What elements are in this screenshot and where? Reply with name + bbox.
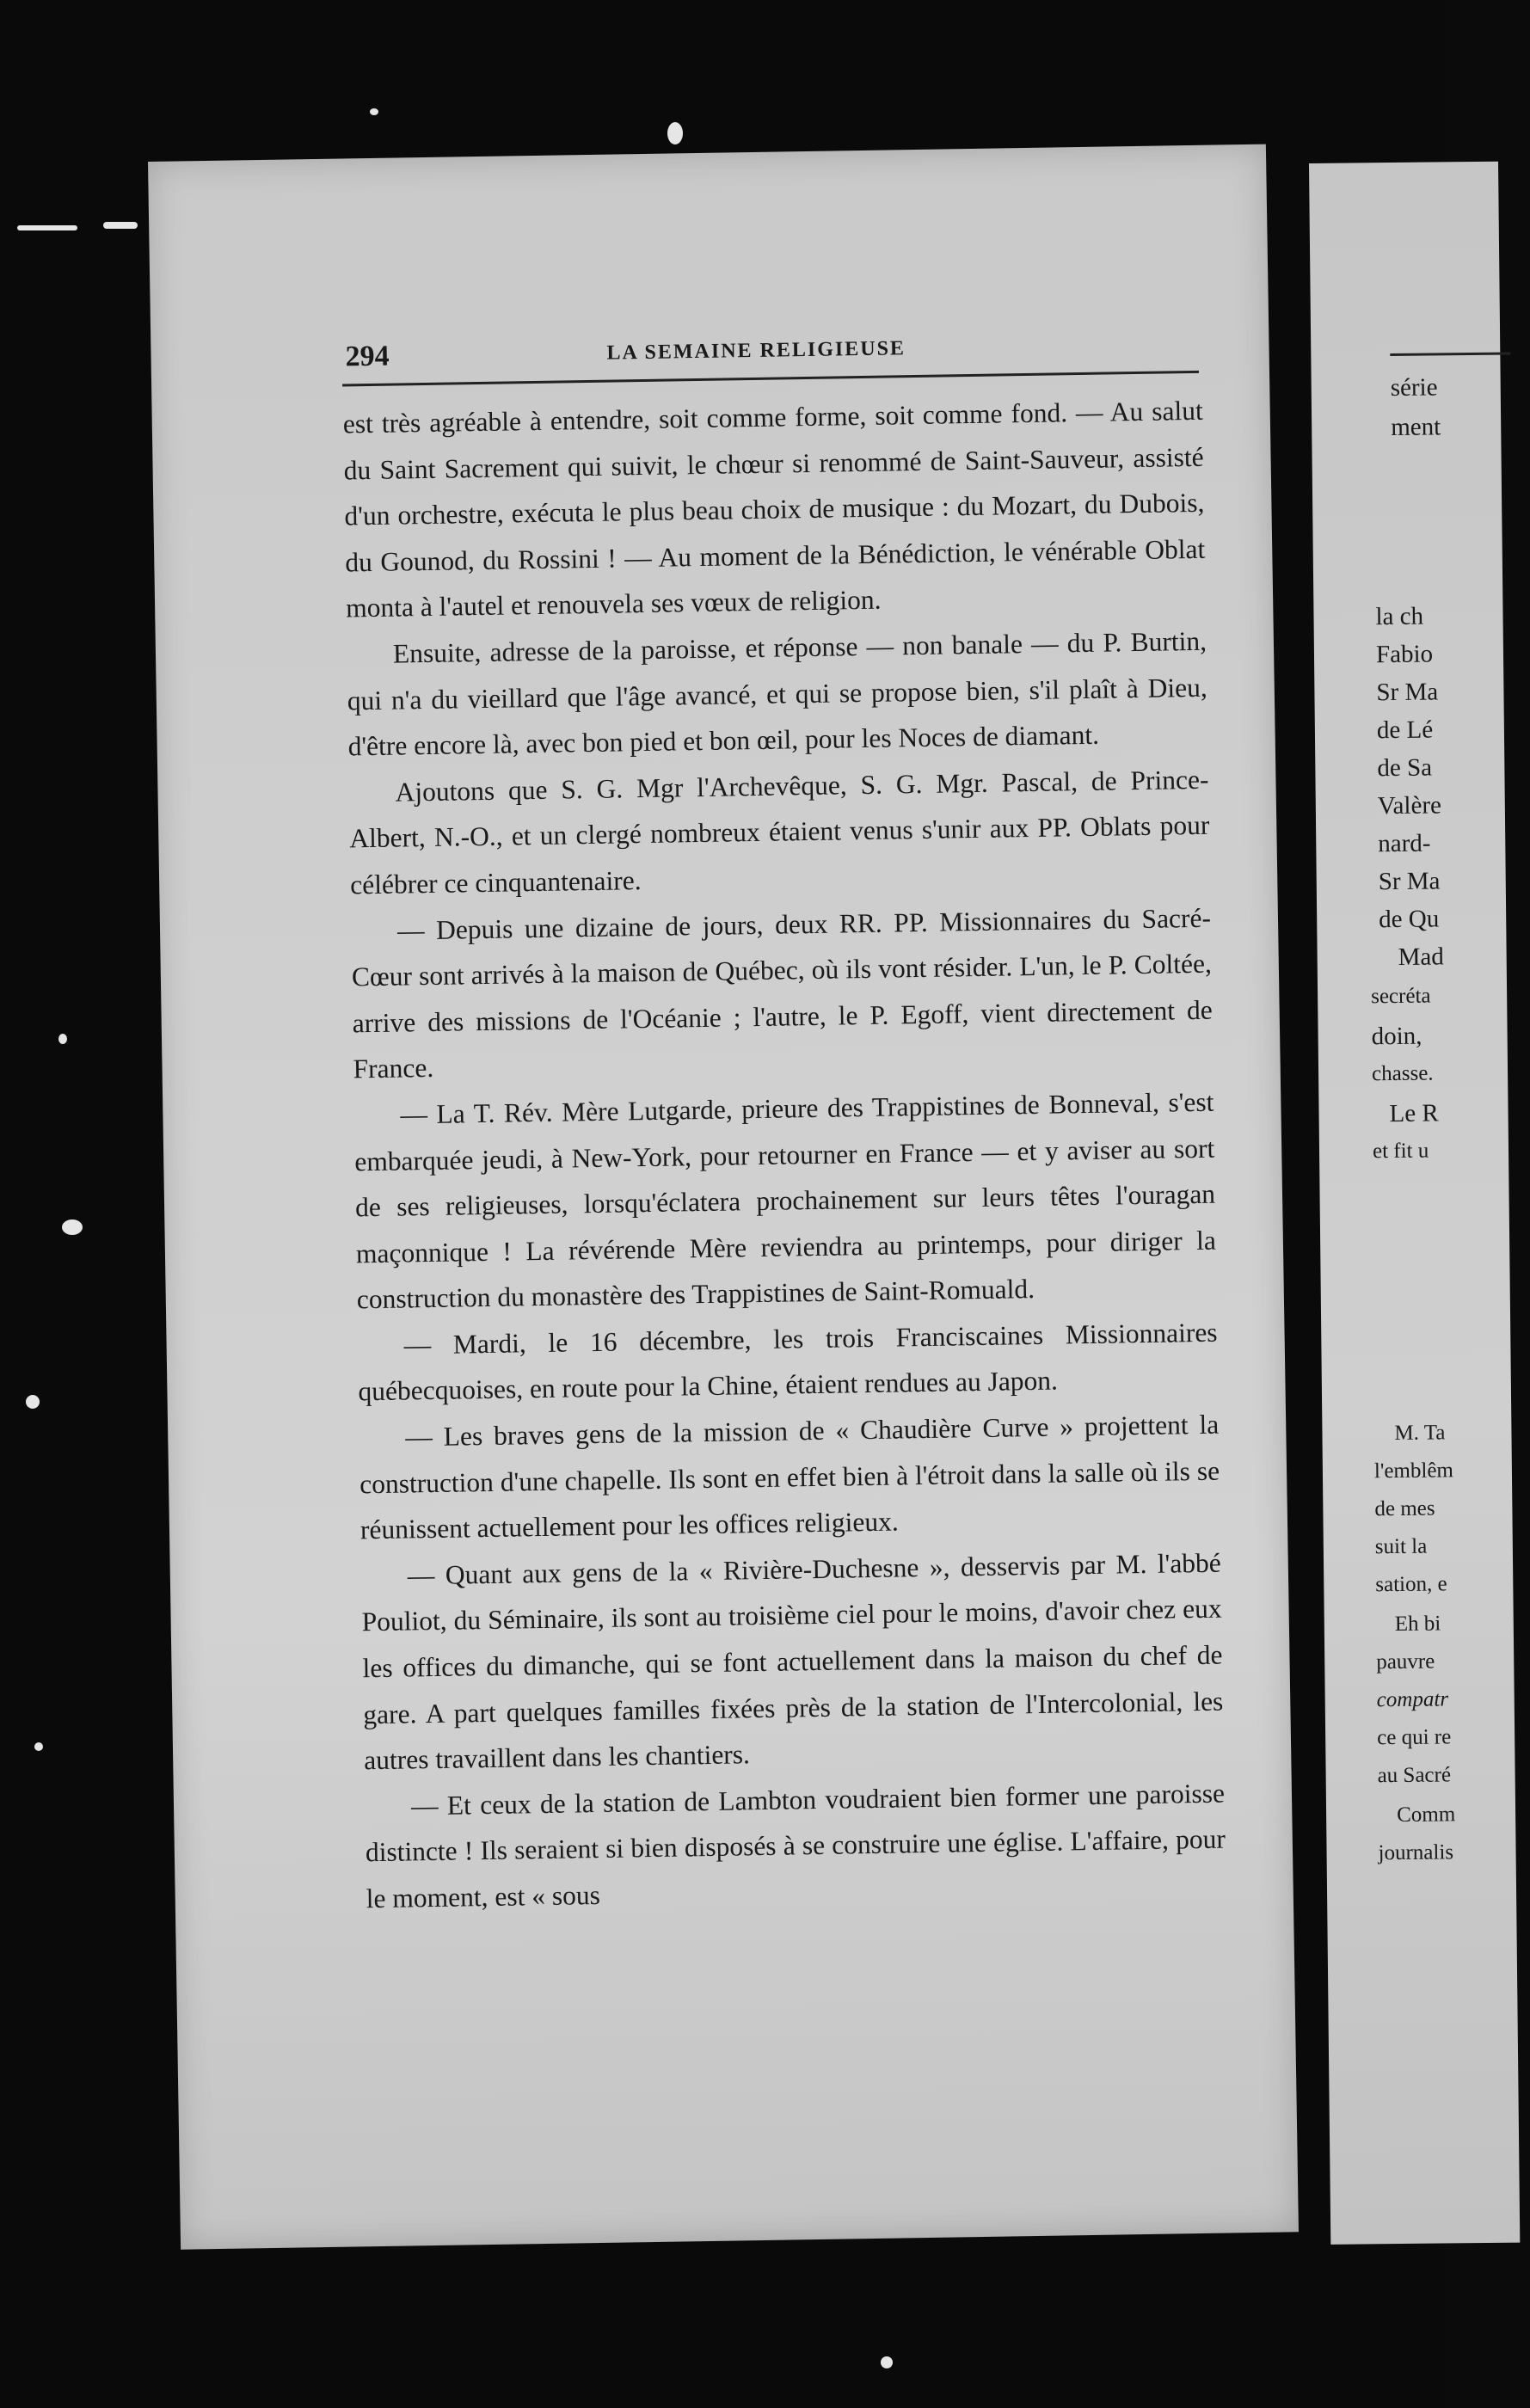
right-fragment: sation, e xyxy=(1375,1572,1447,1597)
right-fragment: la ch xyxy=(1375,602,1424,631)
right-fragment: Eh bi xyxy=(1394,1612,1441,1637)
right-fragment: secréta xyxy=(1371,984,1431,1009)
right-fragment: et fit u xyxy=(1372,1139,1429,1164)
right-fragment: Mad xyxy=(1398,943,1445,971)
right-fragment: compatr xyxy=(1376,1687,1449,1712)
scan-speck xyxy=(667,122,683,144)
paragraph: — Mardi, le 16 décembre, les trois Franciscaines Missionnaires québecquoises, en route pour la Chine, étaient rendues au Japon. xyxy=(358,1317,1218,1407)
right-fragment: doin, xyxy=(1371,1022,1422,1051)
right-fragment: nard- xyxy=(1378,829,1431,858)
scan-speck xyxy=(370,108,378,115)
right-fragment: ment xyxy=(1391,413,1441,442)
paragraph: — Quant aux gens de la « Rivière-Duchesne », desservis par M. l'abbé Pouliot, du Séminaire, ils sont au troisième ciel pour le moins, d'avoir chez eux les offices du dimanche, qui se font actuellement dans la maison du chef de gare. A part quelques familles fixées près de la station de l'Intercolonial, les autres travaillent dans les chantiers. xyxy=(361,1547,1224,1776)
right-fragment: pauvre xyxy=(1376,1649,1435,1674)
right-fragment: de Sa xyxy=(1377,753,1433,783)
right-fragment: Le R xyxy=(1389,1099,1439,1128)
scan-speck xyxy=(103,222,138,229)
paragraph: Ajoutons que S. G. Mgr l'Archevêque, S. G. Mgr. Pascal, de Prince-Albert, N.-O., et un clergé nombreux étaient venus s'unir aux PP. Oblats pour célébrer ce cinquantenaire. xyxy=(349,764,1210,900)
right-fragment: suit la xyxy=(1374,1534,1428,1559)
right-fragment: Comm xyxy=(1396,1803,1456,1828)
scan-speck xyxy=(58,1034,67,1044)
right-fragment: au Sacré xyxy=(1377,1763,1452,1788)
right-page-edge xyxy=(1309,162,1520,2245)
paragraph: — Depuis une dizaine de jours, deux RR. PP. Missionnaires du Sacré-Cœur sont arrivés à la maison de Québec, où ils vont résider. L'un, le P. Coltée, arrive des missions de l'Océanie ; l'autre, le P. Egoff, vient directement de France. xyxy=(351,902,1213,1084)
scan-speck xyxy=(26,1395,40,1409)
left-page xyxy=(148,144,1299,2250)
paragraph-continued: est très agréable à entendre, soit comme forme, soit comme fond. — Au salut du Saint Sacrement qui suivit, le chœur si renommé de Saint-Sauveur, assisté d'un orchestre, exécuta le plus beau choix de musique : du Mozart, du Dubois, du Gounod, du Rossini ! — Au moment de la Bénédiction, le vénérable Oblat monta à l'autel et renouvela ses vœux de religion. xyxy=(342,395,1206,624)
right-fragment: série xyxy=(1390,373,1438,402)
right-fragment: Sr Ma xyxy=(1378,867,1441,896)
article-body xyxy=(342,388,1226,1922)
right-fragment: de Lé xyxy=(1376,716,1434,745)
right-fragment: de Qu xyxy=(1379,905,1440,934)
scan-speck xyxy=(17,225,77,230)
scan-speck xyxy=(62,1219,83,1235)
paragraph: — Les braves gens de la mission de « Chaudière Curve » projettent la construction d'une chapelle. Ils sont en effet bien à l'étroit dans la salle où ils se réunissent actuellement pour les offices religieux. xyxy=(359,1409,1220,1545)
paragraph: — La T. Rév. Mère Lutgarde, prieure des Trappistines de Bonneval, s'est embarquée jeudi, à New-York, pour retourner en France — et y aviser au sort de ses religieuses, lorsqu'éclatera prochainement sur leurs têtes l'ouragan maçonnique ! La révérende Mère reviendra au printemps, pour diriger la construction du monastère des Trappistines de Saint-Romuald. xyxy=(354,1086,1217,1315)
scan-speck xyxy=(34,1742,43,1751)
running-head xyxy=(345,328,1192,378)
right-fragment: Sr Ma xyxy=(1376,678,1439,707)
page-number: 294 xyxy=(345,340,390,373)
paragraph: — Et ceux de la station de Lambton voudraient bien former une paroisse distincte ! Ils seraient si bien disposés à se construire une église. L'affaire, pour le moment, est « sous xyxy=(365,1778,1226,1914)
right-fragment: ce qui re xyxy=(1377,1725,1452,1750)
journal-title: LA SEMAINE RELIGIEUSE xyxy=(606,337,906,365)
right-fragment: de mes xyxy=(1374,1496,1435,1521)
paragraph: Ensuite, adresse de la paroisse, et réponse — non banale — du P. Burtin, qui n'a du vieillard que l'âge avancé, et qui se propose bien, s'il plaît à Dieu, d'être encore là, avec bon pied et bon œil, pour les Noces de diamant. xyxy=(347,625,1208,762)
right-fragment: l'emblêm xyxy=(1373,1459,1454,1484)
scan-speck xyxy=(881,2356,893,2368)
page-content xyxy=(342,145,1226,1914)
right-fragment: journalis xyxy=(1378,1840,1454,1865)
right-fragment: Fabio xyxy=(1375,640,1434,669)
right-header-rule xyxy=(1390,353,1510,356)
right-fragment: Valère xyxy=(1377,791,1442,820)
right-fragment: M. Ta xyxy=(1394,1421,1446,1446)
right-fragment: chasse. xyxy=(1371,1061,1434,1086)
